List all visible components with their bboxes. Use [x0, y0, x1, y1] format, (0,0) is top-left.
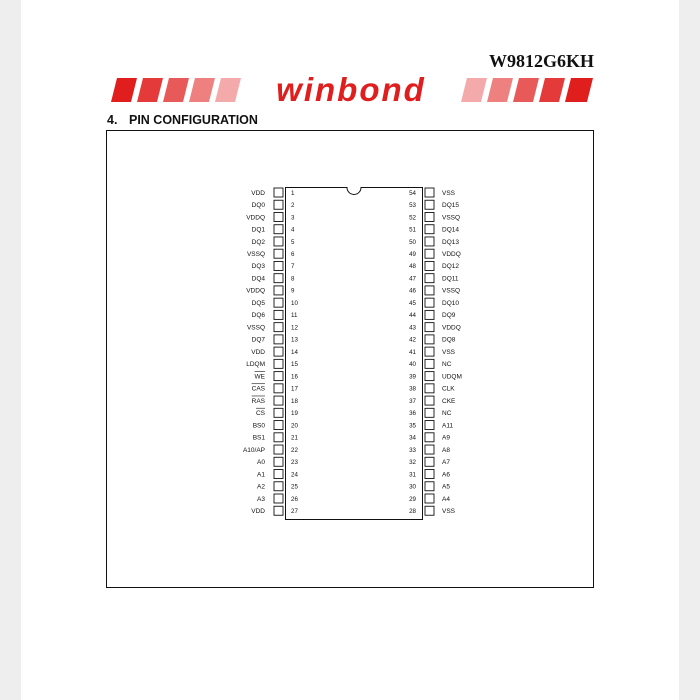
- pin-21: [253, 433, 299, 442]
- pin-name: DQ0: [251, 202, 265, 210]
- pin-12: [247, 323, 299, 332]
- pin-name: NC: [442, 361, 452, 369]
- pin-number: 13: [291, 336, 298, 344]
- pin-11: [252, 310, 298, 319]
- pin-number: 5: [291, 238, 295, 246]
- pin-name: LDQM: [246, 361, 265, 369]
- pin-14: [251, 347, 298, 356]
- pin-name: DQ12: [442, 263, 459, 271]
- pin-name: CS: [255, 410, 265, 418]
- pin-22: [243, 445, 298, 454]
- pin-35: [409, 421, 453, 430]
- pin-pad: [425, 433, 434, 442]
- pin-pad: [274, 335, 283, 344]
- pin-pad: [425, 225, 434, 234]
- pin-number: 27: [291, 508, 298, 516]
- pin-number: 38: [409, 385, 416, 393]
- pin-pad: [274, 274, 283, 283]
- pin-pad: [274, 261, 283, 270]
- pin-name: A11: [442, 422, 454, 430]
- pin-name: A8: [442, 446, 450, 454]
- pin-name: DQ15: [442, 202, 459, 210]
- pin-number: 3: [291, 214, 295, 222]
- pin-number: 7: [291, 263, 295, 271]
- pin-15: [246, 359, 298, 368]
- pin-pad: [274, 470, 283, 479]
- pin-name: VSS: [442, 348, 456, 356]
- pin-number: 51: [409, 226, 416, 234]
- pin-number: 12: [291, 324, 298, 332]
- pin-31: [409, 470, 450, 479]
- pin-pad: [425, 188, 434, 197]
- pin-pad: [425, 323, 434, 332]
- pin-name: DQ10: [442, 299, 459, 307]
- pin-pad: [425, 335, 434, 344]
- pin-number: 25: [291, 483, 298, 491]
- pin-pad: [425, 421, 434, 430]
- pin-33: [409, 445, 450, 454]
- pin-number: 6: [291, 251, 295, 258]
- pin-number: 36: [409, 410, 416, 418]
- pin-name: NC: [442, 410, 452, 418]
- pin-pad: [274, 445, 283, 454]
- pin-name: DQ4: [251, 275, 265, 283]
- pin-24: [257, 470, 298, 479]
- pin-number: 30: [409, 483, 416, 491]
- pin-16: [255, 372, 299, 381]
- pin-number: 24: [291, 471, 298, 479]
- pin-name: A1: [257, 471, 265, 479]
- pin-name: VDDQ: [246, 214, 265, 222]
- pin-name: DQ2: [251, 238, 265, 246]
- pin-number: 20: [291, 422, 298, 430]
- pin-number: 22: [291, 446, 298, 454]
- pin-20: [253, 421, 299, 430]
- pin-name: A6: [442, 471, 450, 479]
- pin-number: 1: [291, 189, 295, 197]
- pin-name: A0: [257, 459, 265, 467]
- pin-number: 4: [291, 226, 295, 234]
- pin-number: 10: [291, 299, 298, 307]
- pin-number: 41: [409, 348, 416, 356]
- pin-pad: [425, 396, 434, 405]
- part-number: W9812G6KH: [488, 51, 594, 71]
- pin-number: 28: [409, 508, 416, 516]
- pin-17: [252, 384, 299, 393]
- pin-26: [257, 494, 298, 503]
- pin-pad: [274, 457, 283, 466]
- pin-number: 14: [291, 348, 298, 356]
- pin-pad: [274, 225, 283, 234]
- pin-name: DQ13: [442, 238, 459, 246]
- pin-18: [252, 396, 299, 405]
- pin-number: 44: [409, 312, 416, 320]
- pin-name: A7: [442, 459, 450, 467]
- pin-number: 2: [291, 202, 295, 210]
- pin-number: 40: [409, 361, 416, 369]
- pin-pad: [425, 249, 434, 258]
- pin-13: [252, 335, 299, 344]
- pin-name: VDDQ: [442, 324, 461, 332]
- pin-name: A10/AP: [242, 446, 265, 454]
- pin-number: 8: [291, 275, 295, 283]
- pin-pad: [274, 212, 283, 221]
- logo-right-stripes: [461, 78, 593, 102]
- pin-pad: [274, 298, 283, 307]
- logo-left-stripes: [111, 78, 241, 102]
- pin-pad: [274, 323, 283, 332]
- pin-number: 50: [409, 238, 416, 246]
- pin-pad: [425, 237, 434, 246]
- pin-name: DQ8: [442, 336, 456, 344]
- pin-number: 45: [409, 299, 416, 307]
- pin-name: CLK: [442, 385, 455, 393]
- pin-name: A9: [442, 434, 450, 442]
- pin-number: 21: [291, 434, 298, 442]
- pin-name: CAS: [251, 385, 265, 393]
- pin-number: 23: [291, 459, 298, 467]
- pin-pad: [274, 286, 283, 295]
- pin-40: [409, 359, 452, 368]
- pin-pad: [274, 188, 283, 197]
- pin-name: RAS: [251, 397, 265, 405]
- pin-number: 33: [409, 446, 416, 454]
- pin-number: 18: [291, 397, 298, 405]
- pin-number: 29: [409, 495, 416, 503]
- pin-number: 26: [291, 495, 298, 503]
- pin-name: VSSQ: [442, 287, 461, 295]
- pin-name: VDDQ: [442, 251, 461, 258]
- pin-number: 46: [409, 287, 416, 295]
- pin-name: DQ11: [442, 275, 459, 283]
- pin-name: UDQM: [442, 373, 462, 381]
- pin-number: 17: [291, 385, 298, 393]
- pin-23: [257, 457, 298, 466]
- section-title: PIN CONFIGURATION: [129, 113, 258, 127]
- pinout-diagram: [107, 131, 595, 589]
- pin-name: VDD: [251, 508, 265, 516]
- pin-pad: [274, 408, 283, 417]
- pin-pad: [425, 445, 434, 454]
- pin-number: 32: [409, 459, 416, 467]
- pin-name: A4: [442, 495, 450, 503]
- pin-name: WE: [254, 373, 265, 381]
- winbond-logo: [107, 74, 595, 106]
- pin-name: DQ5: [251, 299, 265, 307]
- pin-name: DQ7: [251, 336, 265, 344]
- pin-pad: [425, 286, 434, 295]
- pin-number: 16: [291, 373, 298, 381]
- pin-pad: [425, 506, 434, 515]
- pin-pad: [274, 249, 283, 258]
- pin-name: CKE: [442, 397, 456, 405]
- pin-pad: [425, 359, 434, 368]
- pin-34: [409, 433, 450, 442]
- pin-pad: [425, 457, 434, 466]
- pin-name: DQ6: [251, 312, 265, 320]
- pin-number: 52: [409, 214, 416, 222]
- pin-10: [252, 298, 299, 307]
- pin-number: 39: [409, 373, 416, 381]
- pin-27: [251, 506, 298, 515]
- pin-name: DQ3: [251, 263, 265, 271]
- pin-30: [409, 482, 450, 491]
- section-heading: [107, 113, 258, 127]
- datasheet-page: [21, 0, 679, 700]
- pin-pad: [274, 347, 283, 356]
- pin-name: DQ1: [251, 226, 265, 234]
- pin-pad: [425, 372, 434, 381]
- pin-name: A3: [257, 495, 265, 503]
- pin-name: DQ14: [442, 226, 459, 234]
- pin-number: 48: [409, 263, 416, 271]
- pin-name: VSS: [442, 508, 456, 516]
- ic-package-body: [286, 188, 423, 520]
- pin-pad: [274, 384, 283, 393]
- pin-number: 43: [409, 324, 416, 332]
- pin-name: VSSQ: [442, 214, 461, 222]
- pin-pad: [274, 506, 283, 515]
- pin-pad: [274, 237, 283, 246]
- pin-pad: [425, 310, 434, 319]
- pin-pad: [425, 408, 434, 417]
- pin-name: A5: [442, 483, 450, 491]
- pin-pad: [274, 494, 283, 503]
- pin-pad: [274, 421, 283, 430]
- pin-number: 37: [409, 397, 416, 405]
- pin-name: VSS: [442, 189, 456, 197]
- pin-pad: [425, 384, 434, 393]
- pin-configuration-figure: [106, 130, 594, 588]
- pin-pad: [425, 494, 434, 503]
- pin-pad: [274, 372, 283, 381]
- pin-pad: [274, 396, 283, 405]
- pin-pad: [425, 470, 434, 479]
- pin-25: [257, 482, 298, 491]
- pin-number: 19: [291, 410, 298, 418]
- pin-number: 35: [409, 422, 416, 430]
- pin-pad: [425, 212, 434, 221]
- pin-pad: [425, 482, 434, 491]
- pin-number: 53: [409, 202, 416, 210]
- pin-name: VSSQ: [246, 251, 265, 258]
- pin-pad: [274, 310, 283, 319]
- pin-name: BS1: [252, 434, 265, 442]
- pin-number: 42: [409, 336, 416, 344]
- logo-wordmark: winbond: [276, 74, 426, 106]
- pin-number: 49: [409, 251, 416, 258]
- pin-number: 31: [409, 471, 416, 479]
- section-number: 4.: [107, 113, 118, 127]
- pin-number: 34: [409, 434, 416, 442]
- pin-pad: [425, 261, 434, 270]
- pin-32: [409, 457, 450, 466]
- pin-pad: [274, 200, 283, 209]
- pin-pad: [274, 433, 283, 442]
- pin-number: 9: [291, 287, 295, 295]
- pin-name: VDD: [251, 348, 265, 356]
- pin-number: 54: [409, 189, 416, 197]
- pin-name: BS0: [252, 422, 265, 430]
- pin-pad: [425, 298, 434, 307]
- pin-number: 15: [291, 361, 298, 369]
- pin-19: [256, 408, 298, 417]
- pin-number: 11: [291, 312, 298, 320]
- pin-pad: [274, 359, 283, 368]
- pin-name: VDD: [251, 189, 265, 197]
- pin-pad: [425, 347, 434, 356]
- pin-number: 47: [409, 275, 416, 283]
- pin-36: [409, 408, 452, 417]
- pin-pad: [425, 200, 434, 209]
- pin-name: VSSQ: [246, 324, 265, 332]
- pin-29: [409, 494, 450, 503]
- pin-name: A2: [257, 483, 265, 491]
- pin-pad: [425, 274, 434, 283]
- pin-pad: [274, 482, 283, 491]
- pin-name: VDDQ: [246, 287, 265, 295]
- pin-name: DQ9: [442, 312, 456, 320]
